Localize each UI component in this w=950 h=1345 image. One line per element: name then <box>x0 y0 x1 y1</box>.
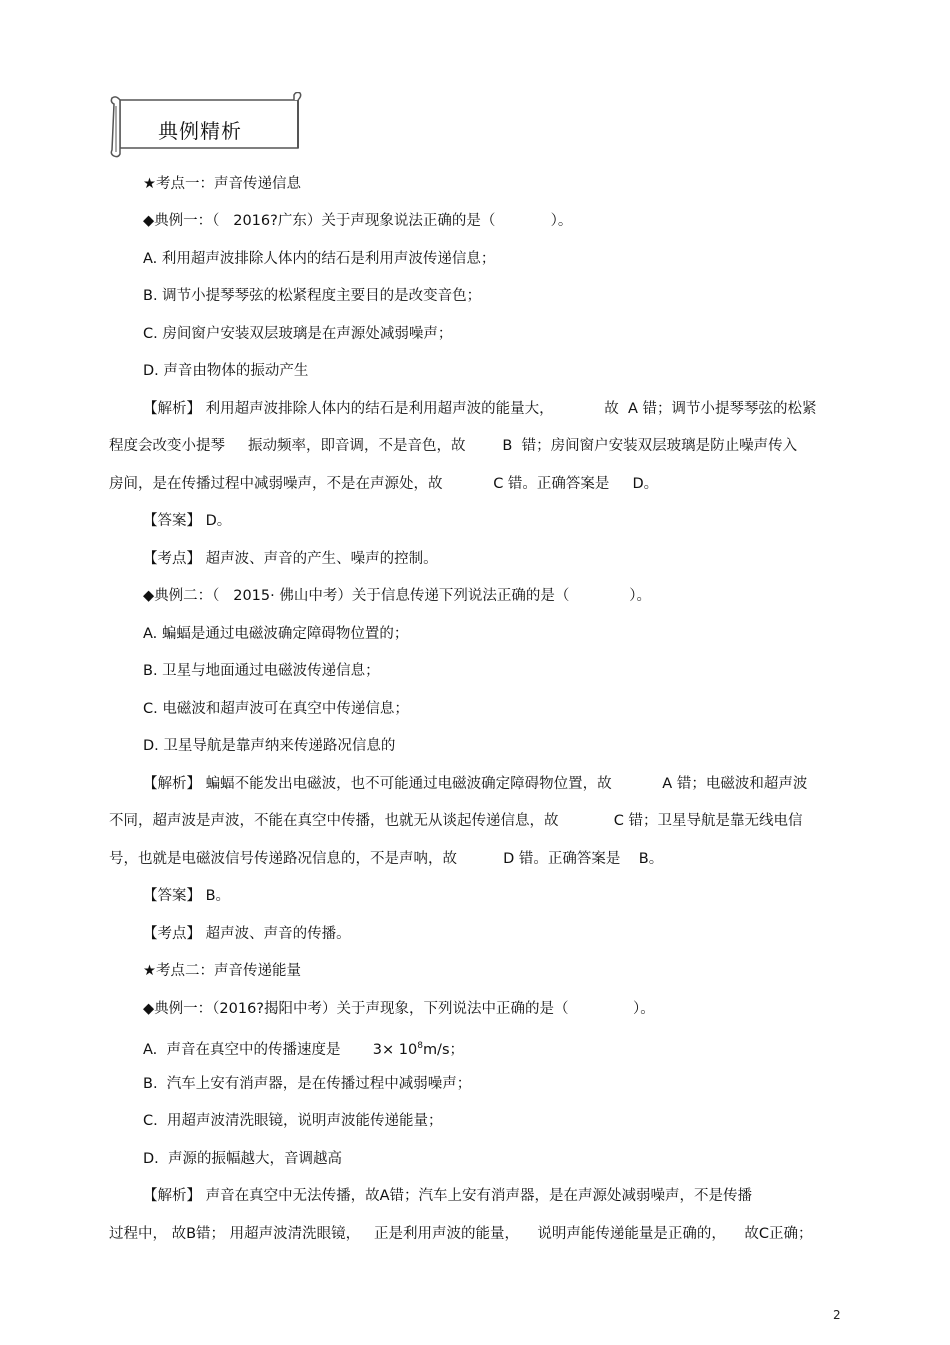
analysis-line: 程度会改变小提琴 振动频率，即音调，不是音色，故 B 错；房间窗户安装双层玻璃是防止噪声传入 <box>109 438 798 454</box>
analysis-line: 【解析】 蝙蝠不能发出电磁波，也不可能通过电磁波确定障碍物位置，故 A 错；电磁波和超声波 <box>143 776 808 792</box>
analysis-line: 过程中， 故B错； 用超声波清洗眼镜， 正是利用声波的能量， 说明声能传递能量是正确的， 故C正确； <box>109 1226 813 1242</box>
option-a: A. 利用超声波排除人体内的结石是利用声波传递信息； <box>143 251 496 267</box>
analysis-line: 号，也就是电磁波信号传递路况信息的，不是声呐，故 D 错。正确答案是 B。 <box>109 851 664 867</box>
option-d: D. 声源的振幅越大，音调越高 <box>143 1151 342 1167</box>
example-question: ◆典例一：（2016?揭阳中考）关于声现象，下列说法中正确的是（ ）。 <box>143 1001 655 1017</box>
analysis-line: 【解析】 声音在真空中无法传播，故A错；汽车上安有消声器，是在声源处减弱噪声，不是传播 <box>143 1188 753 1204</box>
answer-line: 【答案】 B。 <box>143 888 231 904</box>
option-b: B. 调节小提琴琴弦的松紧程度主要目的是改变音色； <box>143 288 482 304</box>
option-a-unit: m/s； <box>422 1042 465 1058</box>
knowledge-point: 【考点】 超声波、声音的产生、噪声的控制。 <box>143 551 438 567</box>
section-banner <box>108 92 304 158</box>
page-number: 2 <box>833 1308 841 1322</box>
topic-heading: ★考点一：声音传递信息 <box>143 176 301 192</box>
section-title: 典例精析 <box>158 119 242 143</box>
option-b: B. 汽车上安有消声器，是在传播过程中减弱噪声； <box>143 1076 472 1092</box>
option-a: A. 蝙蝠是通过电磁波确定障碍物位置的； <box>143 626 409 642</box>
option-a-text: A. 声音在真空中的传播速度是 3× 10 <box>143 1042 418 1058</box>
analysis-line: 房间，是在传播过程中减弱噪声，不是在声源处，故 C 错。正确答案是 D。 <box>109 476 659 492</box>
answer-line: 【答案】 D。 <box>143 513 232 529</box>
option-d: D. 声音由物体的振动产生 <box>143 363 309 379</box>
example-question: ◆典例一：（ 2016?广东）关于声现象说法正确的是（ ）。 <box>143 213 573 229</box>
exponent: 8 <box>417 1041 423 1051</box>
option-c: C. 用超声波清洗眼镜，说明声波能传递能量； <box>143 1113 443 1129</box>
example-question: ◆典例二：（ 2015· 佛山中考）关于信息传递下列说法正确的是（ ）。 <box>143 588 652 604</box>
analysis-line: 不同，超声波是声波，不能在真空中传播，也就无从谈起传递信息，故 C 错；卫星导航是靠无线电信 <box>109 813 803 829</box>
analysis-line: 【解析】 利用超声波排除人体内的结石是利用超声波的能量大， 故 A 错；调节小提琴琴弦的松紧 <box>143 401 817 417</box>
topic-heading: ★考点二：声音传递能量 <box>143 963 301 979</box>
option-c: C. 房间窗户安装双层玻璃是在声源处减弱噪声； <box>143 326 453 342</box>
option-d: D. 卫星导航是靠声纳来传递路况信息的 <box>143 738 396 754</box>
option-c: C. 电磁波和超声波可在真空中传递信息； <box>143 701 409 717</box>
knowledge-point: 【考点】 超声波、声音的传播。 <box>143 926 351 942</box>
option-a <box>143 1036 464 1060</box>
option-b: B. 卫星与地面通过电磁波传递信息； <box>143 663 380 679</box>
